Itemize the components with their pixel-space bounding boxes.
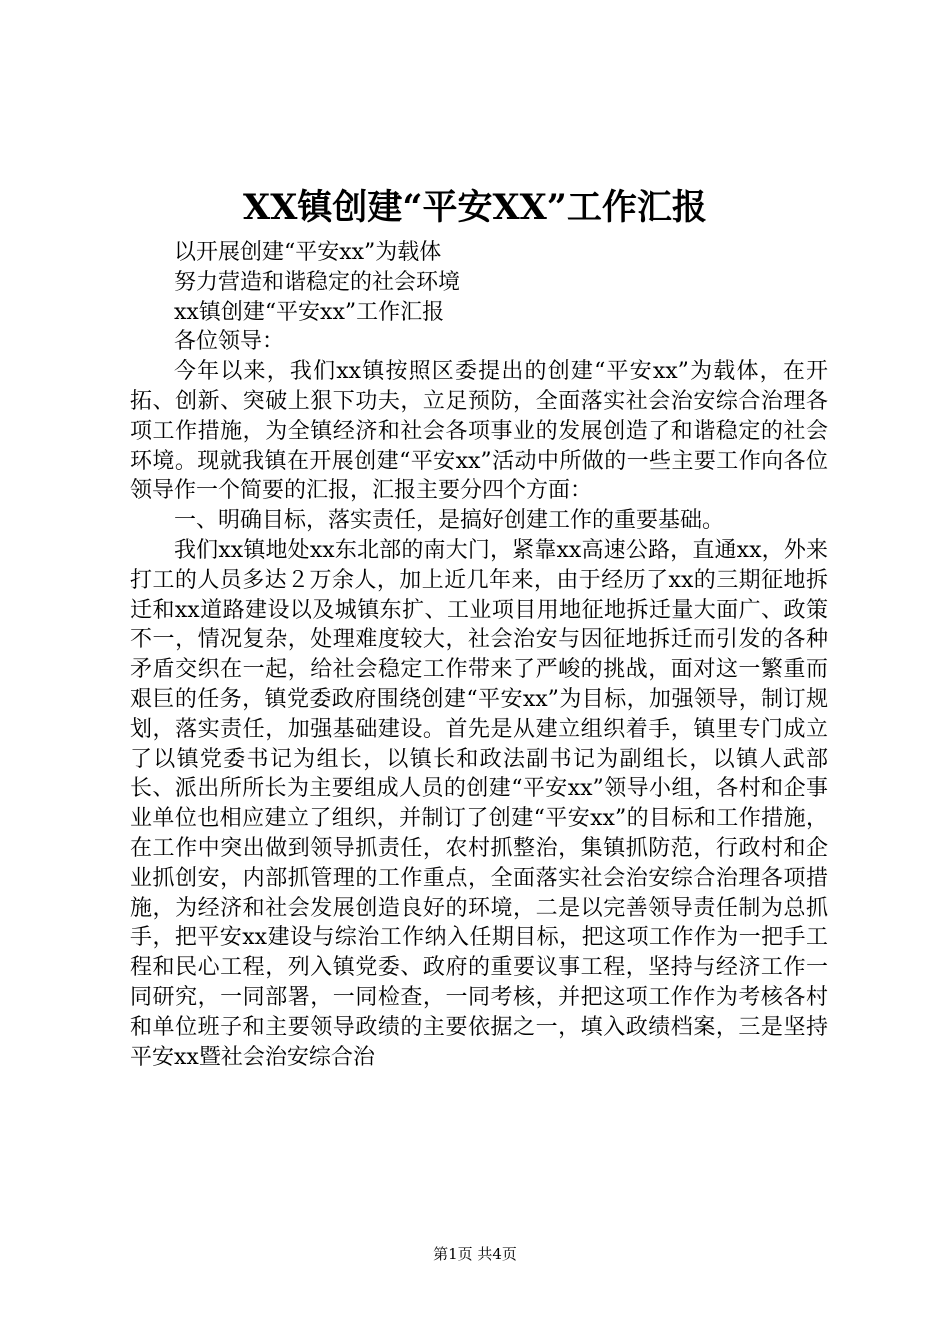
document-body bbox=[130, 238, 828, 1072]
document-title: XX镇创建“平安XX”工作汇报 bbox=[243, 187, 707, 228]
page-number-footer: 第1页 共4页 bbox=[433, 1245, 517, 1263]
paragraph: 今年以来，我们xx镇按照区委提出的创建“平安xx”为载体，在开拓、创新、突破上狠下功夫，立足预防，全面落实社会治安综合治理各项工作措施，为全镇经济和社会各项事业的发展创造了和谐稳定的社会环境。现就我镇在开展创建“平安xx”活动中所做的一些主要工作向各位领导作一个简要的汇报，汇报主要分四个方面： bbox=[130, 359, 828, 504]
paragraph: xx镇创建“平安xx”工作汇报 bbox=[174, 299, 445, 325]
paragraph: 努力营造和谐稳定的社会环境 bbox=[174, 269, 461, 295]
paragraph: 各位领导： bbox=[174, 329, 285, 355]
paragraph: 以开展创建“平安xx”为载体 bbox=[174, 240, 442, 265]
paragraph: 我们xx镇地处xx东北部的南大门，紧靠xx高速公路，直通xx，外来打工的人员多达２万余人，加上近几年来，由于经历了xx的三期征地拆迁和xx道路建设以及城镇东扩、工业项目用地征地拆迁量大面广、政策不一，情况复杂，处理难度较大，社会治安与因征地拆迁而引发的各种矛盾交织在一起，给社会稳定工作带来了严峻的挑战，面对这一繁重而艰巨的任务，镇党委政府围绕创建“平安xx”为目标，加强领导，制订规划，落实责任，加强基础建设。首先是从建立组织着手，镇里专门成立了以镇党委书记为组长，以镇长和政法副书记为副组长，以镇人武部长、派出所所长为主要组成人员的创建“平安xx”领导小组，各村和企事业单位也相应建立了组织，并制订了创建“平安xx”的目标和工作措施，在工作中突出做到领导抓责任，农村抓整治，集镇抓防范，行政村和企业抓创安，内部抓管理的工作重点，全面落实社会治安综合治理各项措施，为经济和社会发展创造良好的环境，二是以完善领导责任制为总抓手，把平安xx建设与综治工作纳入任期目标，把这项工作作为一把手工程和民心工程，列入镇党委、政府的重要议事工程，坚持与经济工作一同研究，一同部署，一同检查，一同考核，并把这项工作作为考核各村和单位班子和主要领导政绩的主要依据之一，填入政绩档案，三是坚持平安xx暨社会治安综合治 bbox=[130, 537, 828, 1070]
paragraph: 一、明确目标，落实责任，是搞好创建工作的重要基础。 bbox=[174, 508, 725, 534]
